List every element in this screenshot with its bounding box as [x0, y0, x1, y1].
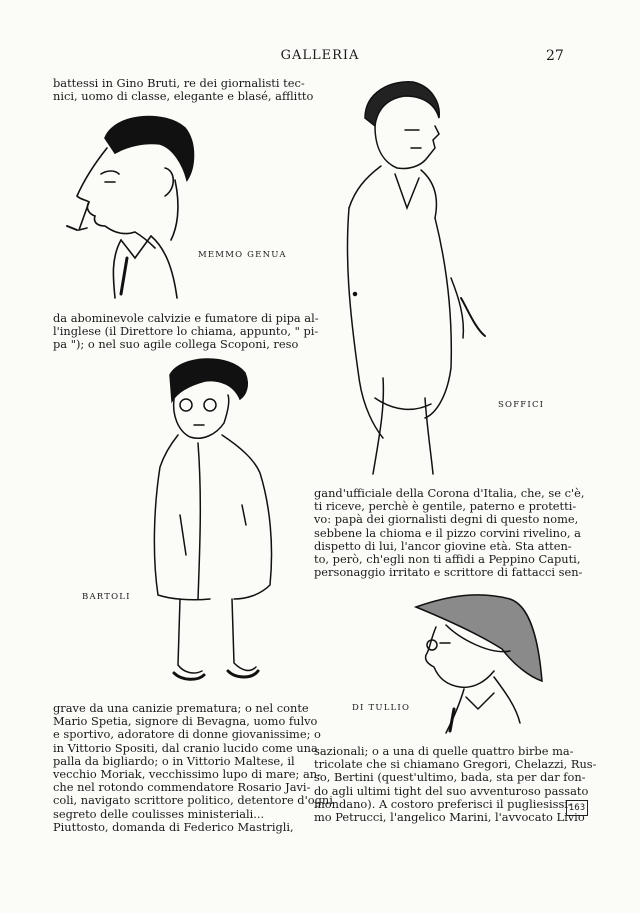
- text-line: Mario Spetia, signore di Bevagna, uomo fulvo: [53, 714, 318, 729]
- text-line: coli, navigato scrittore politico, detentore d'ogni: [53, 793, 333, 808]
- text-line: sazionali; o a una di quelle quattro birbe ma-: [314, 744, 574, 758]
- page-number: 27: [546, 48, 564, 64]
- caption-tullio: DI TULLIO: [352, 703, 411, 713]
- archive-stamp: 163: [566, 800, 588, 816]
- text-line: Piuttosto, domanda di Federico Mastrigli,: [53, 819, 294, 834]
- text-line: che nel rotondo commendatore Rosario Javi-: [53, 780, 311, 795]
- caricature-soffici-icon: [335, 78, 495, 478]
- text-line: mondano). A costoro preferisci il pugliesissi-: [314, 796, 572, 811]
- caption-soffici: SOFFICI: [498, 400, 545, 410]
- text-line: nici, uomo di classe, elegante e blasé, afflitto: [53, 89, 314, 104]
- text-line: dispetto di lui, l'ancor giovine età. Sta atten-: [314, 538, 572, 553]
- text-line: sebbene la chioma e il pizzo corvini rivelino, a: [314, 525, 581, 540]
- text-line: e sportivo, adoratore di donne giovanissime; o: [53, 727, 321, 742]
- left-column-top-text: [53, 76, 314, 104]
- text-line: pa "); o nel suo agile collega Scoponi, reso: [53, 337, 299, 352]
- text-line: battessi in Gino Bruti, re dei giornalisti tec-: [53, 76, 305, 90]
- left-column-bottom-text: [53, 701, 333, 834]
- text-line: do agli ultimi tight del suo avventuroso passato: [314, 783, 589, 798]
- text-line: to, però, ch'egli non ti affidi a Peppino Caputi,: [314, 552, 581, 567]
- text-line: ti riceve, perchè è gentile, paterno e protetti-: [314, 499, 577, 514]
- text-line: mo Petrucci, l'angelico Marini, l'avvocato Livio: [314, 810, 585, 825]
- text-line: tricolate che si chiamano Gregori, Chelazzi, Rus-: [314, 757, 597, 772]
- caricature-tullio-icon: [410, 585, 550, 735]
- text-line: vecchio Moriak, vecchissimo lupo di mare; an-: [53, 767, 321, 782]
- text-line: so, Bertini (quest'ultimo, bada, sta per dar fon-: [314, 770, 586, 785]
- text-line: segreto delle coulisses ministeriali...: [53, 806, 265, 821]
- text-line: grave da una canizie prematura; o nel conte: [53, 701, 309, 715]
- text-line: l'inglese (il Direttore lo chiama, appunto, " pi-: [53, 324, 319, 339]
- text-line: palla da bigliardo; o in Vittorio Maltese, il: [53, 753, 295, 768]
- caricature-bartoli-icon: [150, 355, 285, 685]
- right-column-bottom-text: [314, 744, 597, 825]
- caption-bartoli: BARTOLI: [82, 592, 131, 602]
- caption-genua: MEMMO GENUA: [198, 250, 287, 260]
- text-line: personaggio irritato e scrittore di fattacci sen-: [314, 565, 583, 580]
- running-header: GALLERIA: [280, 48, 360, 63]
- right-column-middle-text: [314, 487, 587, 579]
- text-line: da abominevole calvizie e fumatore di pipa al-: [53, 311, 319, 325]
- text-line: vo: papà dei giornalisti degni di questo nome,: [314, 512, 579, 527]
- text-line: in Vittorio Spositi, dal cranio lucido come una: [53, 740, 318, 755]
- text-line: gand'ufficiale della Corona d'Italia, che, se c'è,: [314, 486, 585, 500]
- left-column-middle-text: [53, 311, 319, 352]
- caricature-genua-icon: [65, 108, 200, 300]
